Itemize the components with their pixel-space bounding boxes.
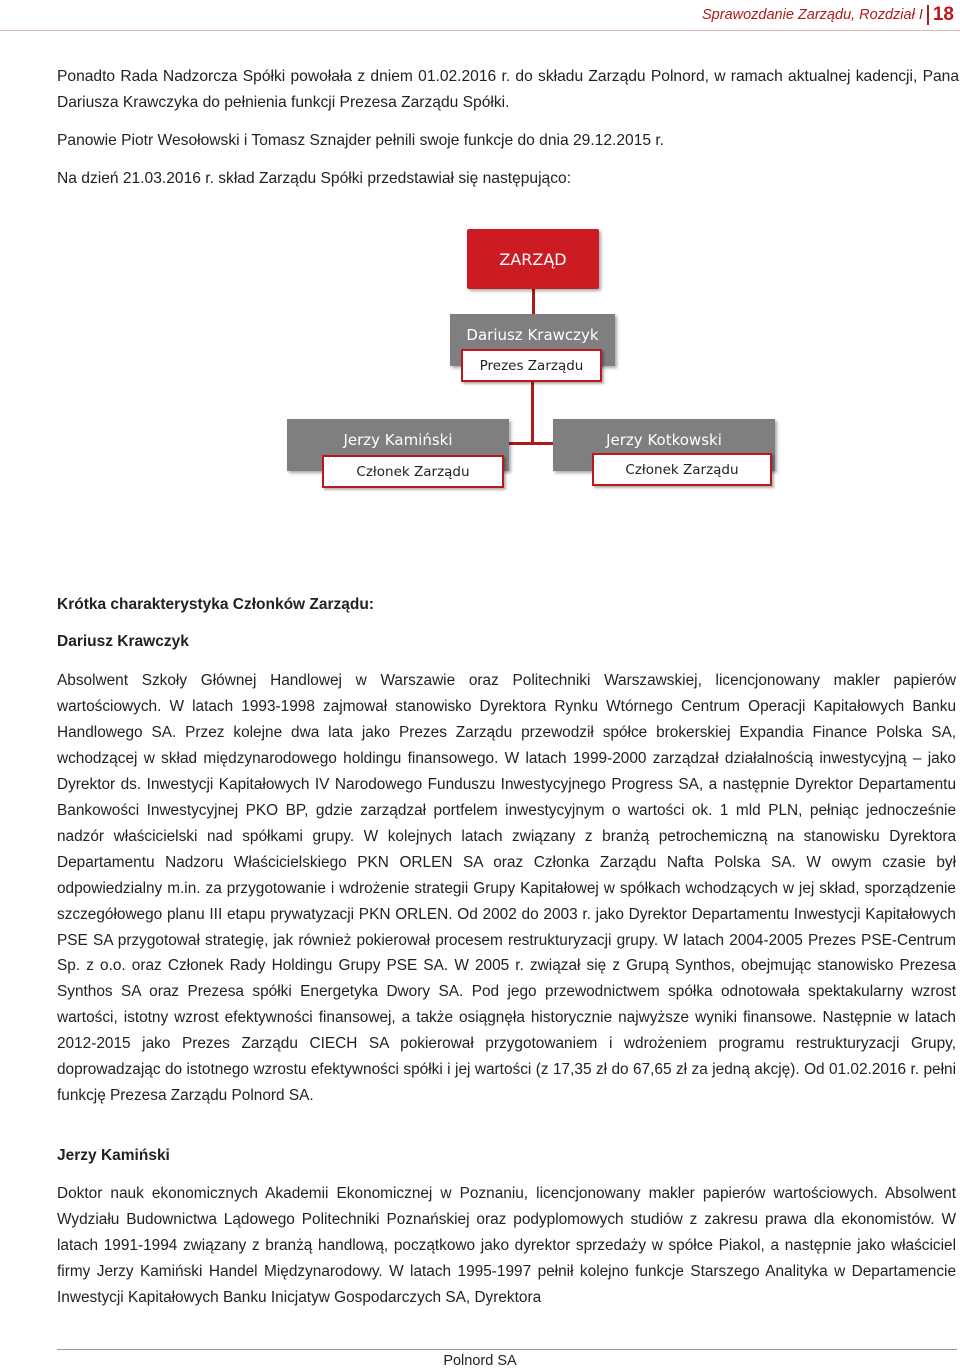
- footer-rule: [57, 1349, 957, 1350]
- person-1-name: Dariusz Krawczyk: [57, 633, 189, 650]
- member-1-role-box: [322, 455, 504, 488]
- board-root-box: [467, 229, 599, 289]
- connector-president-trunk: [531, 380, 534, 442]
- president-role: Prezes Zarządu: [479, 357, 584, 374]
- member-1-role: Członek Zarządu: [356, 463, 470, 480]
- president-role-box: [461, 349, 602, 382]
- person-2-name: Jerzy Kamiński: [57, 1147, 170, 1164]
- board-root-label: ZARZĄD: [499, 249, 567, 269]
- intro-paragraph-1: Ponadto Rada Nadzorcza Spółki powołała z dniem 01.02.2016 r. do składu Zarządu Polnord, w ramach aktualnej kadencji, Pana Dariusza Krawczyka do pełnienia funkcji Prezesa Zarządu Spółki.: [57, 68, 959, 111]
- member-2-role: Członek Zarządu: [625, 461, 739, 478]
- member-2-name: Jerzy Kotkowski: [606, 431, 722, 449]
- page-header: [702, 4, 954, 26]
- page-number: 18: [932, 4, 954, 25]
- header-title: Sprawozdanie Zarządu, Rozdział I: [702, 7, 923, 23]
- header-divider: [927, 5, 929, 25]
- person-1-bio: Absolwent Szkoły Głównej Handlowej w Warszawie oraz Politechniki Warszawskiej, licencjonowany makler papierów wartościowych. W latach 1993-1998 zajmował stanowisko Dyrektora Rynku Wtórnego Centrum Operacji Kapitałowych Banku Handlowego SA. Przez kolejne dwa lata jako Prezes Zarządu przewodził spółce brokerskiej Expandia Finance Polska SA, wchodzącej w skład międzynarodowego holdingu finansowego. W latach 1999-2000 zarządzał działalnością inwestycyjną – jako Dyrektor ds. Inwestycji Kapitałowych IV Narodowego Funduszu Inwestycyjnego Progress SA, a następnie Dyrektor Departamentu Bankowości Inwestycyjnej PKO BP, gdzie zarządzał portfelem inwestycyjnym o wartości ok. 1 mld PLN, pełniąc jednocześnie nadzór właścicielski nad spółkami grupy. W kolejnych latach związany z branżą petrochemiczną na stanowisku Dyrektora Departamentu Nadzoru Właścicielskiego PKN ORLEN SA oraz Członka Zarządu Nafta Polska SA. W owym czasie był odpowiedzialny m.in. za przygotowanie i wdrożenie strategii Grupy Kapitałowej w spółkach wchodzących w jej skład, sporządzenie szczegółowego planu III etapu prywatyzacji PKN ORLEN. Od 2002 do 2003 r. jako Dyrektor Departamentu Inwestycji Kapitałowych PSE SA przygotował strategię, jak również pokierował procesem restrukturyzacji grupy. W latach 2004-2005 Prezes PSE-Centrum Sp. z o.o. oraz Członek Rady Holdingu Grupy PSE SA. W 2005 r. związał się z Grupą Synthos, obejmując stanowisko Prezesa Synthos SA oraz Prezesa spółki Energetyka Dwory SA. Pod jego przewodnictwem spółka odnotowała spektakularny wzrost wartości, istotny wzrost efektywności finansowej, a także osiągnęła historycznie najwyższe wyniki finansowe. Następnie w latach 2012-2015 jako Prezes Zarządu CIECH SA pokierował przygotowaniem i wdrożeniem programu restrukturyzacji Grupy, doprowadzając do istotnego wzrostu efektywności spółki i jej wartości (z 17,35 zł do 67,65 zł za jedną akcję). Od 01.02.2016 r. pełni funkcję Prezesa Zarządu Polnord SA.: [57, 672, 956, 1105]
- member-1-name: Jerzy Kamiński: [343, 431, 453, 449]
- intro-paragraph-3: Na dzień 21.03.2016 r. skład Zarządu Spółki przedstawiał się następująco:: [57, 170, 572, 187]
- intro-paragraph-2: Panowie Piotr Wesołowski i Tomasz Sznajder pełnili swoje funkcje do dnia 29.12.2015 r.: [57, 132, 665, 149]
- person-2-bio: Doktor nauk ekonomicznych Akademii Ekonomicznej w Poznaniu, licencjonowany makler papierów wartościowych. Absolwent Wydziału Budownictwa Lądowego Politechniki Poznańskiej oraz podyplomowych studiów z zakresu prawa dla ekonomistów. W latach 1991-1994 związany z branżą handlową, początkowo jako dyrektor sprzedaży w spółce Piakol, a następnie jako właściciel firmy Jerzy Kamiński Handel Międzynarodowy. W latach 1995-1997 pełnił kolejno funkcje Starszego Analityka w Departamencie Inwestycji Kapitałowych Banku Inicjatyw Gospodarczych SA, Dyrektora: [57, 1185, 956, 1306]
- page-footer: Polnord SA: [443, 1353, 517, 1369]
- section-heading: Krótka charakterystyka Członków Zarządu:: [57, 596, 374, 613]
- header-rule: [0, 30, 960, 31]
- president-name: Dariusz Krawczyk: [466, 326, 599, 344]
- connector-root-president: [532, 289, 535, 314]
- member-2-role-box: [592, 453, 772, 486]
